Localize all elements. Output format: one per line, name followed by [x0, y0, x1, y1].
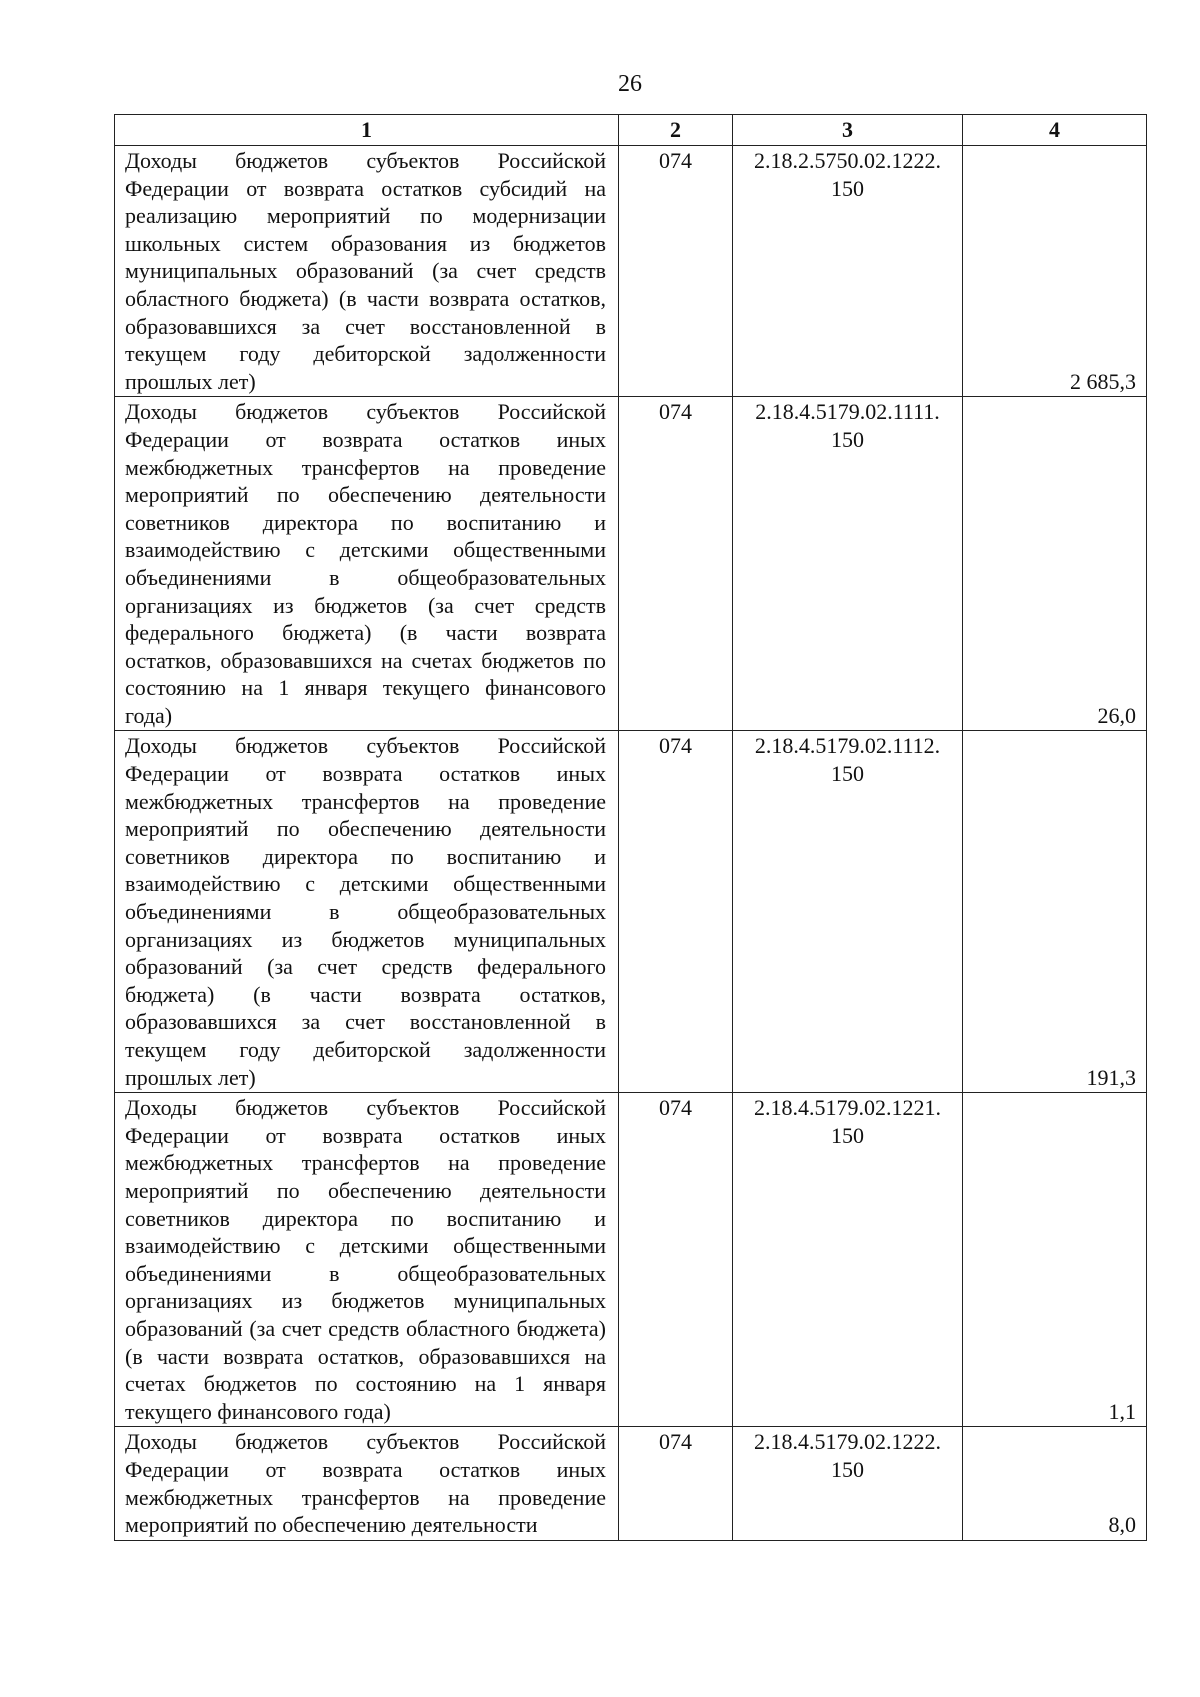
administrator-code: 074 [619, 731, 733, 1093]
table-row [115, 397, 1147, 731]
amount: 1,1 [963, 1093, 1147, 1427]
code-line: 150 [831, 761, 864, 787]
revenue-description: Доходы бюджетов субъектов Российской Федерации от возврата остатков иных межбюджетных трансфертов на проведение мероприятий по обеспечению деятельности [115, 1427, 619, 1540]
code-line: 2.18.4.5179.02.1222. [754, 1429, 941, 1455]
column-header: 3 [733, 115, 963, 146]
column-header: 1 [115, 115, 619, 146]
code-line: 2.18.2.5750.02.1222. [754, 148, 941, 173]
page-number: 26 [618, 71, 642, 97]
classification-code [733, 731, 963, 1093]
revenue-description: Доходы бюджетов субъектов Российской Федерации от возврата остатков иных межбюджетных трансфертов на проведение мероприятий по обеспечению деятельности советников директора по воспитанию и взаимодействию с детскими общественными объединениями в общеобразовательных организациях из бюджетов муниципальных образований (за счет средств областного бюджета) (в части возврата остатков, образовавшихся на счетах бюджетов по состоянию на 1 января текущего финансового года) [115, 1093, 619, 1427]
revenue-description: Доходы бюджетов субъектов Российской Федерации от возврата остатков иных межбюджетных трансфертов на проведение мероприятий по обеспечению деятельности советников директора по воспитанию и взаимодействию с детскими общественными объединениями в общеобразовательных организациях из бюджетов (за счет средств федерального бюджета) (в части возврата остатков, образовавшихся на счетах бюджетов по состоянию на 1 января текущего финансового года) [115, 397, 619, 731]
code-line: 2.18.4.5179.02.1112. [754, 733, 941, 759]
code-line: 2.18.4.5179.02.1111. [755, 399, 940, 425]
revenue-table [114, 114, 1147, 1541]
amount: 26,0 [963, 397, 1147, 731]
revenue-description: Доходы бюджетов субъектов Российской Федерации от возврата остатков иных межбюджетных трансфертов на проведение мероприятий по обеспечению деятельности советников директора по воспитанию и взаимодействию с детскими общественными объединениями в общеобразовательных организациях из бюджетов муниципальных образований (за счет средств федерального бюджета) (в части возврата остатков, образовавшихся за счет восстановленной в текущем году дебиторской задолженности прошлых лет) [115, 731, 619, 1093]
code-line: 150 [831, 175, 864, 201]
table-row [115, 731, 1147, 1093]
table-row [115, 1093, 1147, 1427]
code-line: 150 [831, 426, 864, 452]
classification-code [733, 1427, 963, 1540]
table-row [115, 146, 1147, 397]
administrator-code: 074 [619, 146, 733, 397]
administrator-code: 074 [619, 397, 733, 731]
code-line: 150 [831, 1122, 864, 1148]
column-header: 2 [619, 115, 733, 146]
classification-code [733, 397, 963, 731]
table-row [115, 1427, 1147, 1540]
administrator-code: 074 [619, 1093, 733, 1427]
table-header-row [115, 115, 1147, 146]
revenue-description: Доходы бюджетов субъектов Российской Федерации от возврата остатков субсидий на реализацию мероприятий по модернизации школьных систем образования из бюджетов муниципальных образований (за счет средств областного бюджета) (в части возврата остатков, образовавшихся за счет восстановленной в текущем году дебиторской задолженности прошлых лет) [115, 146, 619, 397]
column-header: 4 [963, 115, 1147, 146]
code-line: 2.18.4.5179.02.1221. [754, 1095, 941, 1121]
amount: 191,3 [963, 731, 1147, 1093]
amount: 2 685,3 [963, 146, 1147, 397]
classification-code [733, 1093, 963, 1427]
classification-code [733, 146, 963, 397]
administrator-code: 074 [619, 1427, 733, 1540]
code-line: 150 [831, 1456, 864, 1482]
amount: 8,0 [963, 1427, 1147, 1540]
